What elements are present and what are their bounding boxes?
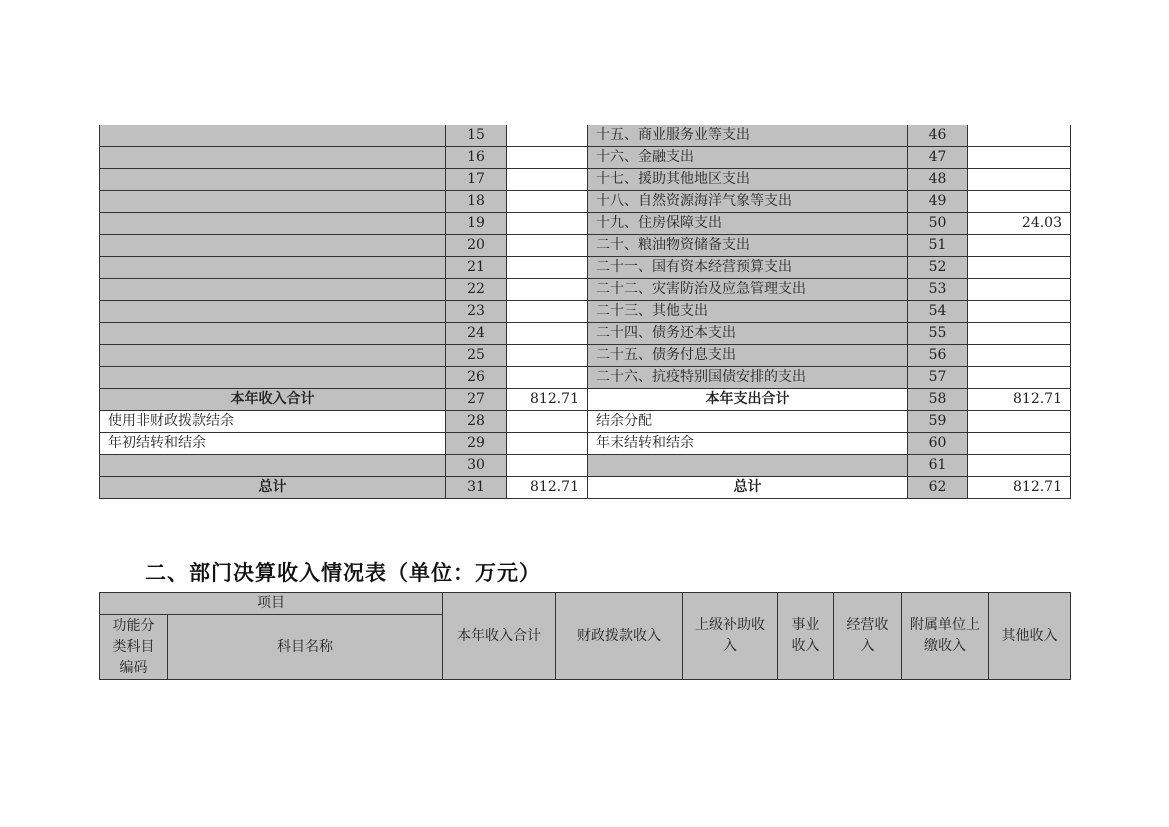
right-row-number: 60 [908, 433, 968, 455]
right-item-label: 十八、自然资源海洋气象等支出 [588, 191, 908, 213]
left-row-number: 27 [446, 389, 507, 411]
table-row [100, 433, 1071, 455]
right-row-number: 55 [908, 323, 968, 345]
right-row-number: 54 [908, 301, 968, 323]
table-row [100, 235, 1071, 257]
table-row [100, 323, 1071, 345]
right-row-number: 58 [908, 389, 968, 411]
left-row-number: 17 [446, 169, 507, 191]
right-amount [968, 367, 1071, 389]
right-row-number: 56 [908, 345, 968, 367]
table-row [100, 279, 1071, 301]
right-item-label: 二十六、抗疫特别国债安排的支出 [588, 367, 908, 389]
right-amount [968, 345, 1071, 367]
header-item: 项目 [100, 593, 443, 615]
right-item-label: 总计 [588, 477, 908, 499]
right-amount [968, 235, 1071, 257]
left-amount [507, 367, 588, 389]
header-func-code: 功能分类科目编码 [100, 615, 168, 680]
left-row-number: 16 [446, 147, 507, 169]
right-amount [968, 147, 1071, 169]
table-row [100, 191, 1071, 213]
left-amount [507, 191, 588, 213]
left-item-label [100, 301, 446, 323]
table-row [100, 455, 1071, 477]
left-item-label: 本年收入合计 [100, 389, 446, 411]
right-amount [968, 433, 1071, 455]
left-row-number: 25 [446, 345, 507, 367]
left-row-number: 23 [446, 301, 507, 323]
left-item-label [100, 323, 446, 345]
table-row [100, 257, 1071, 279]
left-row-number: 24 [446, 323, 507, 345]
right-row-number: 46 [908, 125, 968, 147]
left-amount [507, 411, 588, 433]
right-amount [968, 455, 1071, 477]
left-item-label [100, 455, 446, 477]
table-row [100, 367, 1071, 389]
income-table [99, 592, 1071, 680]
left-row-number: 26 [446, 367, 507, 389]
table-row [100, 477, 1071, 499]
right-amount [968, 411, 1071, 433]
right-amount [968, 257, 1071, 279]
right-amount: 812.71 [968, 477, 1071, 499]
left-row-number: 28 [446, 411, 507, 433]
left-amount [507, 235, 588, 257]
header-business-income: 事业收入 [778, 593, 834, 680]
left-item-label [100, 345, 446, 367]
left-amount [507, 125, 588, 147]
table-row [100, 169, 1071, 191]
table-row [100, 345, 1071, 367]
left-amount [507, 323, 588, 345]
table-row [100, 301, 1071, 323]
left-amount [507, 169, 588, 191]
left-row-number: 31 [446, 477, 507, 499]
header-superior-subsidy: 上级补助收入 [683, 593, 778, 680]
right-item-label: 二十四、债务还本支出 [588, 323, 908, 345]
left-amount [507, 345, 588, 367]
right-row-number: 50 [908, 213, 968, 235]
left-amount [507, 301, 588, 323]
right-item-label: 结余分配 [588, 411, 908, 433]
left-amount [507, 279, 588, 301]
right-row-number: 57 [908, 367, 968, 389]
left-row-number: 21 [446, 257, 507, 279]
right-item-label: 二十三、其他支出 [588, 301, 908, 323]
right-item-label: 十六、金融支出 [588, 147, 908, 169]
table-row [100, 411, 1071, 433]
left-row-number: 20 [446, 235, 507, 257]
left-item-label [100, 213, 446, 235]
right-item-label: 二十五、债务付息支出 [588, 345, 908, 367]
header-operating-income: 经营收入 [834, 593, 902, 680]
header-other-income: 其他收入 [989, 593, 1071, 680]
header-subject-name: 科目名称 [168, 615, 443, 680]
right-item-label: 二十二、灾害防治及应急管理支出 [588, 279, 908, 301]
right-row-number: 62 [908, 477, 968, 499]
left-item-label: 使用非财政拨款结余 [100, 411, 446, 433]
left-item-label [100, 367, 446, 389]
right-row-number: 61 [908, 455, 968, 477]
left-amount [507, 257, 588, 279]
final-accounts-table [99, 125, 1071, 499]
right-item-label: 年末结转和结余 [588, 433, 908, 455]
right-row-number: 47 [908, 147, 968, 169]
left-amount: 812.71 [507, 477, 588, 499]
right-item-label: 二十一、国有资本经营预算支出 [588, 257, 908, 279]
left-item-label [100, 279, 446, 301]
left-row-number: 19 [446, 213, 507, 235]
right-row-number: 59 [908, 411, 968, 433]
right-amount [968, 323, 1071, 345]
right-row-number: 49 [908, 191, 968, 213]
final-accounts-table-body [100, 125, 1071, 499]
right-row-number: 48 [908, 169, 968, 191]
right-item-label: 十五、商业服务业等支出 [588, 125, 908, 147]
table-row [100, 125, 1071, 147]
left-amount [507, 455, 588, 477]
income-table-title: 二、部门决算收入情况表（单位：万元） [145, 561, 541, 585]
right-row-number: 52 [908, 257, 968, 279]
table-row [100, 389, 1071, 411]
left-amount [507, 433, 588, 455]
left-row-number: 18 [446, 191, 507, 213]
left-item-label: 年初结转和结余 [100, 433, 446, 455]
right-item-label: 十九、住房保障支出 [588, 213, 908, 235]
right-amount [968, 125, 1071, 147]
table-row [100, 147, 1071, 169]
left-item-label [100, 235, 446, 257]
left-amount: 812.71 [507, 389, 588, 411]
right-amount: 24.03 [968, 213, 1071, 235]
right-amount [968, 301, 1071, 323]
left-item-label [100, 125, 446, 147]
table-row [100, 213, 1071, 235]
right-row-number: 51 [908, 235, 968, 257]
right-amount [968, 169, 1071, 191]
left-item-label [100, 191, 446, 213]
left-item-label: 总计 [100, 477, 446, 499]
header-total-income: 本年收入合计 [443, 593, 556, 680]
right-row-number: 53 [908, 279, 968, 301]
left-row-number: 29 [446, 433, 507, 455]
right-item-label: 二十、粮油物资储备支出 [588, 235, 908, 257]
right-amount [968, 279, 1071, 301]
left-row-number: 22 [446, 279, 507, 301]
left-item-label [100, 169, 446, 191]
left-row-number: 30 [446, 455, 507, 477]
right-amount: 812.71 [968, 389, 1071, 411]
header-affiliated-income: 附属单位上缴收入 [902, 593, 989, 680]
left-item-label [100, 147, 446, 169]
right-item-label: 十七、援助其他地区支出 [588, 169, 908, 191]
right-item-label: 本年支出合计 [588, 389, 908, 411]
header-fiscal-allocation: 财政拨款收入 [556, 593, 683, 680]
left-row-number: 15 [446, 125, 507, 147]
left-item-label [100, 257, 446, 279]
right-amount [968, 191, 1071, 213]
left-amount [507, 147, 588, 169]
left-amount [507, 213, 588, 235]
right-item-label [588, 455, 908, 477]
